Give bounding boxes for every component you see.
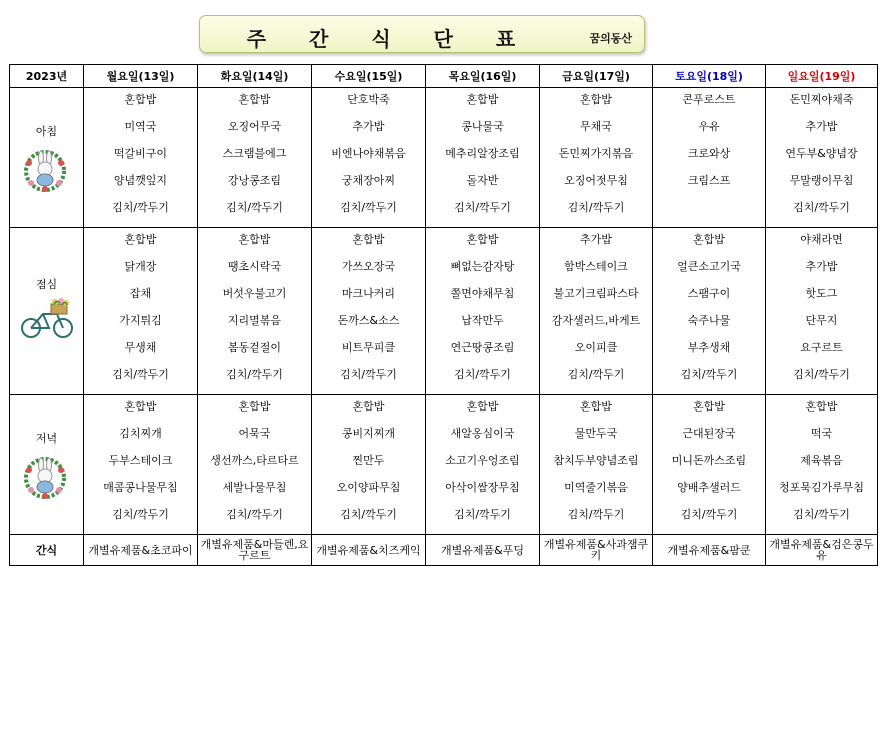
menu-cell-saturday xyxy=(653,228,766,395)
menu-item: 김치/깍두기 xyxy=(340,508,397,521)
bunny-wreath-icon xyxy=(21,452,73,500)
menu-item: 우유 xyxy=(698,120,720,133)
menu-item: 김치/깍두기 xyxy=(793,201,850,214)
menu-item: 뼈없는감자탕 xyxy=(450,260,515,273)
menu-item: 가쓰오장국 xyxy=(341,260,396,273)
menu-cell-friday xyxy=(540,395,653,535)
menu-item: 궁채장아찌 xyxy=(341,174,396,187)
meal-row xyxy=(10,88,878,228)
menu-item: 김치/깍두기 xyxy=(226,508,283,521)
day-header-sunday: 일요일(19일) xyxy=(766,65,878,88)
menu-item: 찐만두 xyxy=(352,454,385,467)
menu-cell-monday xyxy=(84,395,198,535)
menu-item: 봄동겉절이 xyxy=(227,341,282,354)
menu-item: 비트무피클 xyxy=(341,341,396,354)
menu-item: 김치/깍두기 xyxy=(340,368,397,381)
menu-item: 혼합밥 xyxy=(693,400,725,413)
menu-item: 추가밥 xyxy=(580,233,612,246)
menu-item: 핫도그 xyxy=(805,287,838,300)
menu-item: 땡초시락국 xyxy=(227,260,282,273)
menu-item: 혼합밥 xyxy=(124,400,157,413)
menu-item: 김치찌개 xyxy=(119,427,162,440)
menu-item: 김치/깍두기 xyxy=(112,368,169,381)
menu-item: 혼합밥 xyxy=(466,400,499,413)
menu-item: 혼합밥 xyxy=(466,93,499,106)
menu-item: 청포묵김가루무침 xyxy=(778,481,864,494)
menu-item: 무채국 xyxy=(580,120,612,133)
menu-item: 떡갈비구이 xyxy=(113,147,168,160)
menu-item: 세발나물무침 xyxy=(222,481,287,494)
menu-item: 추가밥 xyxy=(352,120,385,133)
snack-cell-wednesday: 개별유제품&치즈케익 xyxy=(312,535,426,566)
menu-item: 무생채 xyxy=(124,341,157,354)
header-row xyxy=(10,65,878,88)
menu-item: 크로와상 xyxy=(687,147,731,160)
menu-item: 김치/깍두기 xyxy=(567,201,625,214)
menu-item: 혼합밥 xyxy=(466,233,499,246)
menu-item: 잡채 xyxy=(129,287,152,300)
menu-item: 김치/깍두기 xyxy=(680,508,738,521)
menu-item: 연두부&양념장 xyxy=(785,147,858,160)
menu-item: 김치/깍두기 xyxy=(112,201,169,214)
menu-item: 혼합밥 xyxy=(352,400,385,413)
menu-item: 혼합밥 xyxy=(580,93,612,106)
snack-cell-thursday: 개별유제품&푸딩 xyxy=(426,535,540,566)
meal-row xyxy=(10,395,878,535)
menu-item: 돈까스&소스 xyxy=(337,314,400,327)
menu-item: 떡국 xyxy=(810,427,833,440)
menu-cell-thursday xyxy=(426,228,540,395)
menu-item: 납작만두 xyxy=(461,314,504,327)
menu-item: 김치/깍두기 xyxy=(112,508,169,521)
menu-cell-sunday xyxy=(766,395,878,535)
day-header: 화요일(14일) xyxy=(198,65,312,88)
menu-item: 혼합밥 xyxy=(805,400,838,413)
menu-item: 김치/깍두기 xyxy=(793,368,850,381)
menu-item: 강낭콩조림 xyxy=(227,174,282,187)
menu-item: 어묵국 xyxy=(238,427,271,440)
snack-row xyxy=(10,535,878,566)
day-header: 수요일(15일) xyxy=(312,65,426,88)
menu-item: 소고기우엉조림 xyxy=(445,454,520,467)
menu-item: 혼합밥 xyxy=(124,93,157,106)
meal-label: 아침 xyxy=(35,124,58,138)
menu-cell-thursday xyxy=(426,395,540,535)
menu-item: 추가밥 xyxy=(805,120,838,133)
menu-item: 함박스테이크 xyxy=(564,260,628,273)
meal-label-cell xyxy=(10,88,84,228)
menu-item: 오이양파무침 xyxy=(336,481,401,494)
snack-cell-tuesday: 개별유제품&마들렌,요구르트 xyxy=(198,535,312,566)
menu-item: 닭개장 xyxy=(124,260,157,273)
weekly-menu-table xyxy=(9,64,878,566)
menu-item: 오징어무국 xyxy=(227,120,282,133)
menu-item: 생선까스,타르타르 xyxy=(210,454,299,467)
menu-cell-monday xyxy=(84,88,198,228)
snack-label: 간식 xyxy=(10,535,84,566)
menu-item: 얼큰소고기국 xyxy=(677,260,741,273)
year-header: 2023년 xyxy=(10,65,84,88)
page-title: 주 간 식 단 표 xyxy=(246,27,534,51)
day-header: 금요일(17일) xyxy=(540,65,653,88)
snack-cell-friday: 개별유제품&사과잼쿠키 xyxy=(540,535,653,566)
menu-item: 야채라면 xyxy=(800,233,843,246)
menu-item: 김치/깍두기 xyxy=(226,201,283,214)
menu-cell-friday xyxy=(540,88,653,228)
menu-item: 불고기크림파스타 xyxy=(553,287,639,300)
menu-item: 김치/깍두기 xyxy=(454,201,511,214)
menu-item: 콩비지찌개 xyxy=(341,427,396,440)
menu-item: 돌자반 xyxy=(466,174,499,187)
menu-item: 돈민찌야채죽 xyxy=(789,93,854,106)
menu-item: 제육볶음 xyxy=(800,454,843,467)
menu-item: 김치/깍두기 xyxy=(567,508,625,521)
day-header-saturday: 토요일(18일) xyxy=(653,65,766,88)
menu-item: 혼합밥 xyxy=(124,233,157,246)
menu-item: 오징어젓무침 xyxy=(564,174,628,187)
menu-item: 버섯우불고기 xyxy=(222,287,287,300)
menu-item: 크림스프 xyxy=(687,174,731,187)
menu-item: 혼합밥 xyxy=(238,93,271,106)
menu-item: 요구르트 xyxy=(800,341,843,354)
menu-item: 아삭이쌈장무침 xyxy=(445,481,520,494)
menu-item: 미역줄기볶음 xyxy=(564,481,628,494)
menu-item: 추가밥 xyxy=(805,260,838,273)
snack-cell-monday: 개별유제품&초코파이 xyxy=(84,535,198,566)
menu-cell-tuesday xyxy=(198,228,312,395)
menu-item: 오이피클 xyxy=(574,341,618,354)
menu-item: 단무지 xyxy=(805,314,838,327)
menu-item: 콘푸로스트 xyxy=(682,93,736,106)
menu-item: 새알옹심이국 xyxy=(450,427,515,440)
meal-label: 점심 xyxy=(35,278,58,291)
menu-item: 단호박죽 xyxy=(347,93,390,106)
menu-item: 미역국 xyxy=(124,120,157,133)
menu-item: 연근땅콩조림 xyxy=(450,341,515,354)
menu-item: 혼합밥 xyxy=(238,233,271,246)
menu-item: 가지튀김 xyxy=(119,314,162,327)
snack-cell-sunday: 개별유제품&검은콩두유 xyxy=(766,535,878,566)
menu-cell-wednesday xyxy=(312,88,426,228)
menu-cell-sunday xyxy=(766,88,878,228)
menu-item: 김치/깍두기 xyxy=(340,201,397,214)
menu-item: 숙주나물 xyxy=(687,314,731,327)
menu-cell-saturday xyxy=(653,395,766,535)
menu-item: 근대된장국 xyxy=(682,427,736,440)
menu-item: 양배추샐러드 xyxy=(677,481,741,494)
menu-item: 무말랭이무침 xyxy=(789,174,854,187)
menu-item: 김치/깍두기 xyxy=(680,368,738,381)
menu-item: 김치/깍두기 xyxy=(454,508,511,521)
menu-item: 메추리알장조림 xyxy=(445,147,520,160)
menu-item: 매콤콩나물무침 xyxy=(103,481,178,494)
menu-cell-tuesday xyxy=(198,395,312,535)
flower-bicycle-icon xyxy=(21,298,73,346)
menu-cell-tuesday xyxy=(198,88,312,228)
menu-item: 김치/깍두기 xyxy=(793,508,850,521)
menu-item: 혼합밥 xyxy=(693,233,725,246)
menu-item: 참치두부양념조림 xyxy=(553,454,639,467)
menu-item: 혼합밥 xyxy=(580,400,612,413)
meal-label: 저녁 xyxy=(35,431,58,445)
meal-row xyxy=(10,228,878,395)
menu-cell-friday xyxy=(540,228,653,395)
menu-item: 돈민찌가지볶음 xyxy=(558,147,634,160)
menu-item: 물만두국 xyxy=(574,427,618,440)
menu-item: 혼합밥 xyxy=(238,400,271,413)
menu-cell-monday xyxy=(84,228,198,395)
menu-item: 마크나커리 xyxy=(341,287,396,300)
menu-item: 콩나물국 xyxy=(461,120,504,133)
menu-item: 두부스테이크 xyxy=(108,454,173,467)
menu-cell-sunday xyxy=(766,228,878,395)
snack-cell-saturday: 개별유제품&팜쿤 xyxy=(653,535,766,566)
day-header: 월요일(13일) xyxy=(84,65,198,88)
menu-cell-saturday xyxy=(653,88,766,228)
school-name: 꿈의동산 xyxy=(589,32,632,45)
menu-item: 스팸구이 xyxy=(687,287,731,300)
bunny-wreath-icon xyxy=(21,145,73,193)
menu-cell-thursday xyxy=(426,88,540,228)
menu-item: 쫄면야채무침 xyxy=(450,287,515,300)
menu-item: 미니돈까스조림 xyxy=(671,454,747,467)
menu-item: 김치/깍두기 xyxy=(226,368,283,381)
menu-item: 김치/깍두기 xyxy=(454,368,511,381)
title-box xyxy=(199,15,645,53)
menu-item: 스크램블에그 xyxy=(222,147,287,160)
menu-item: 양념깻잎지 xyxy=(113,174,168,187)
menu-cell-wednesday xyxy=(312,395,426,535)
menu-item: 지리멸볶음 xyxy=(227,314,282,327)
menu-item: 비엔나야채볶음 xyxy=(331,147,406,160)
day-header: 목요일(16일) xyxy=(426,65,540,88)
menu-item: 김치/깍두기 xyxy=(567,368,625,381)
meal-label-cell xyxy=(10,228,84,395)
menu-item: 감자샐러드,바게트 xyxy=(551,314,641,327)
menu-item xyxy=(653,200,765,227)
menu-item: 혼합밥 xyxy=(352,233,385,246)
menu-item: 부추생채 xyxy=(687,341,731,354)
menu-cell-wednesday xyxy=(312,228,426,395)
meal-label-cell xyxy=(10,395,84,535)
